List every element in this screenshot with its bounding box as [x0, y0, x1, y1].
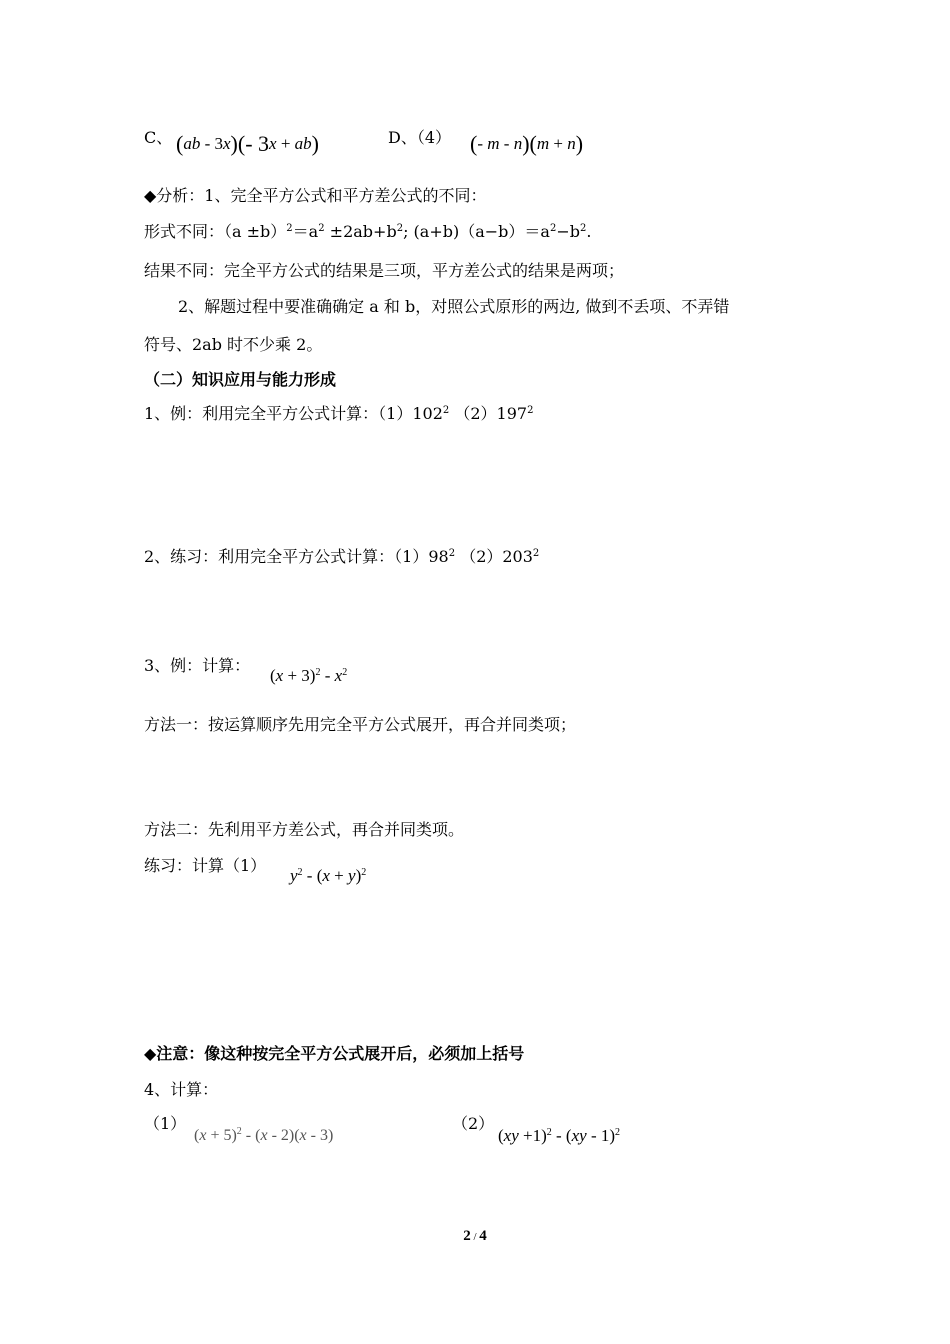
practice-calc-formula: $y^2 - (x + y)^2$	[290, 866, 367, 885]
section-heading: （二）知识应用与能力形成	[144, 370, 337, 389]
option-d-label: D、（4）	[388, 128, 452, 147]
example-3: 3、例：计算：	[144, 656, 251, 675]
analysis-result-difference: 结果不同：完全平方公式的结果是三项，平方差公式的结果是两项；	[144, 261, 625, 280]
example-3-formula: $(x + 3)^2 - x^2$	[270, 666, 348, 685]
calc-4-part-1-label: （1）	[144, 1114, 187, 1133]
page-number: 2 / 4	[463, 1228, 487, 1244]
practice-calc: 练习：计算（1）	[144, 856, 267, 875]
calc-4-part-1-formula: $(x + 5)^2 - (x - 2)(x - 3)$	[194, 1126, 334, 1144]
analysis-point-2-cont: 符号、2ab 时不少乘 2。	[144, 335, 323, 354]
practice-2: 2、练习：利用完全平方公式计算：$(1)98^2$ $(2)203^2$	[144, 547, 540, 566]
option-c-formula: (ab - 3x)(- 3x + ab)	[176, 131, 319, 156]
note: ◆注意：像这种按完全平方公式展开后，必须加上括号	[144, 1044, 525, 1063]
calc-4-heading: 4、计算：	[144, 1080, 219, 1099]
method-1: 方法一：按运算顺序先用完全平方公式展开，再合并同类项；	[144, 715, 577, 734]
method-2: 方法二：先利用平方差公式，再合并同类项。	[144, 820, 465, 839]
analysis-heading: ◆分析：1、完全平方公式和平方差公式的不同：	[144, 186, 487, 205]
calc-4-part-2-label: （2）	[452, 1114, 495, 1133]
example-1: 1、例：利用完全平方公式计算：$(1)102^2$ $(2)197^2$	[144, 404, 534, 423]
option-d-formula: (- m - n)(m + n)	[470, 131, 584, 156]
analysis-point-2: 2、解题过程中要准确确定 a 和 b，对照公式原形的两边, 做到不丢项、不弄错	[178, 297, 730, 316]
calc-4-part-2-formula: (xy +1)$^2$ - (xy - 1)$^2$	[498, 1126, 621, 1145]
option-c-label: C、	[144, 128, 173, 147]
analysis-form-difference: 形式不同：$(a \pm b)^2=a^2 \pm 2ab+b^2$; $(a+b)(a-b)=a^2-b^2$.	[144, 222, 592, 241]
